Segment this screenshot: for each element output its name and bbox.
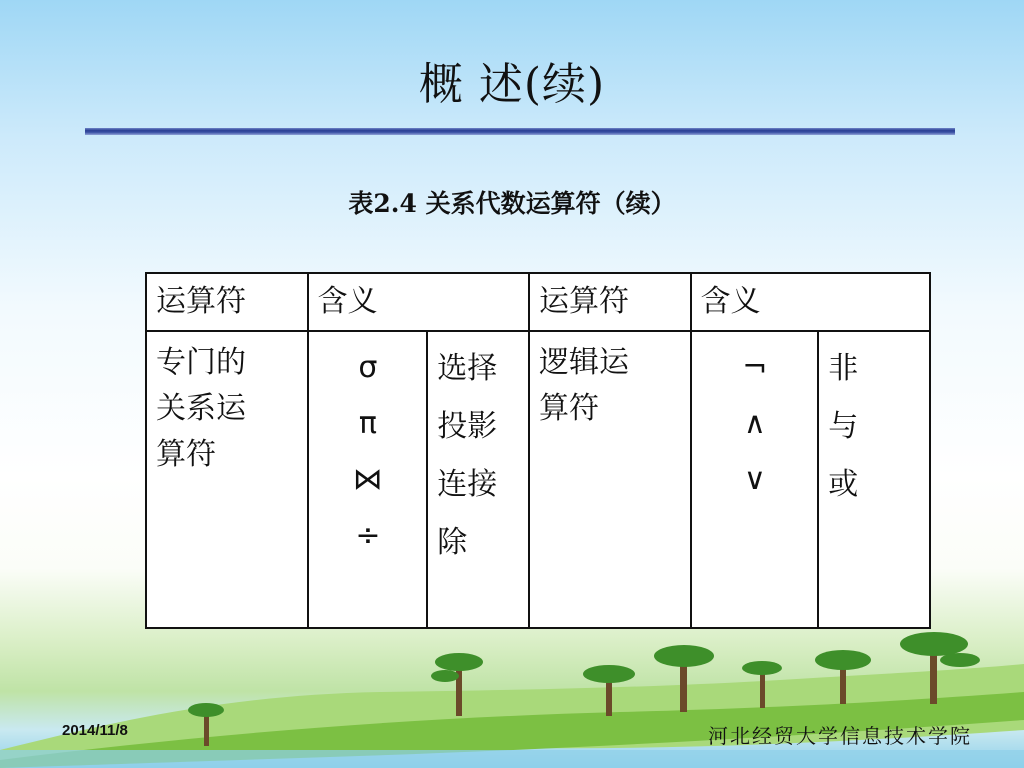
header-meaning: 含义 [691,273,930,331]
title-divider [85,128,955,135]
or-symbol: ∨ [743,462,766,497]
table-row [146,331,930,628]
meaning-item: 除 [437,525,468,560]
category-cell [146,331,308,628]
meaning-item: 投影 [437,409,498,444]
category-line: 专门的 [156,345,246,380]
operator-table [145,272,931,629]
not-symbol: ¬ [742,350,768,385]
water-strip [0,750,1024,768]
footer-date: 2014/11/8 [62,722,128,739]
table-header-row [146,273,930,331]
category-line: 关系运 [156,391,246,426]
and-symbol: ∧ [743,406,766,441]
category-line: 逻辑运 [539,345,630,380]
header-meaning: 含义 [308,273,529,331]
meaning-item: 选择 [437,351,498,386]
symbol-cell [691,331,819,628]
table-caption: 表2.4 关系代数运算符（续） [348,189,676,218]
meaning-cell [427,331,529,628]
category-line: 算符 [539,391,600,426]
meaning-item: 与 [828,409,859,444]
meaning-item: 或 [828,467,859,502]
sigma-symbol: σ [358,350,378,385]
join-symbol: ⋈ [352,462,383,497]
meaning-cell [818,331,930,628]
category-cell [529,331,691,628]
pi-symbol: π [358,406,377,441]
slide-title: 概 述(续) [418,59,606,110]
meaning-item: 连接 [437,467,498,502]
divide-symbol: ÷ [355,518,381,553]
meaning-item: 非 [828,351,859,386]
footer-organization: 河北经贸大学信息技术学院 [708,724,972,748]
header-operator: 运算符 [529,273,691,331]
header-operator: 运算符 [146,273,308,331]
symbol-cell [308,331,428,628]
category-line: 算符 [156,437,216,472]
